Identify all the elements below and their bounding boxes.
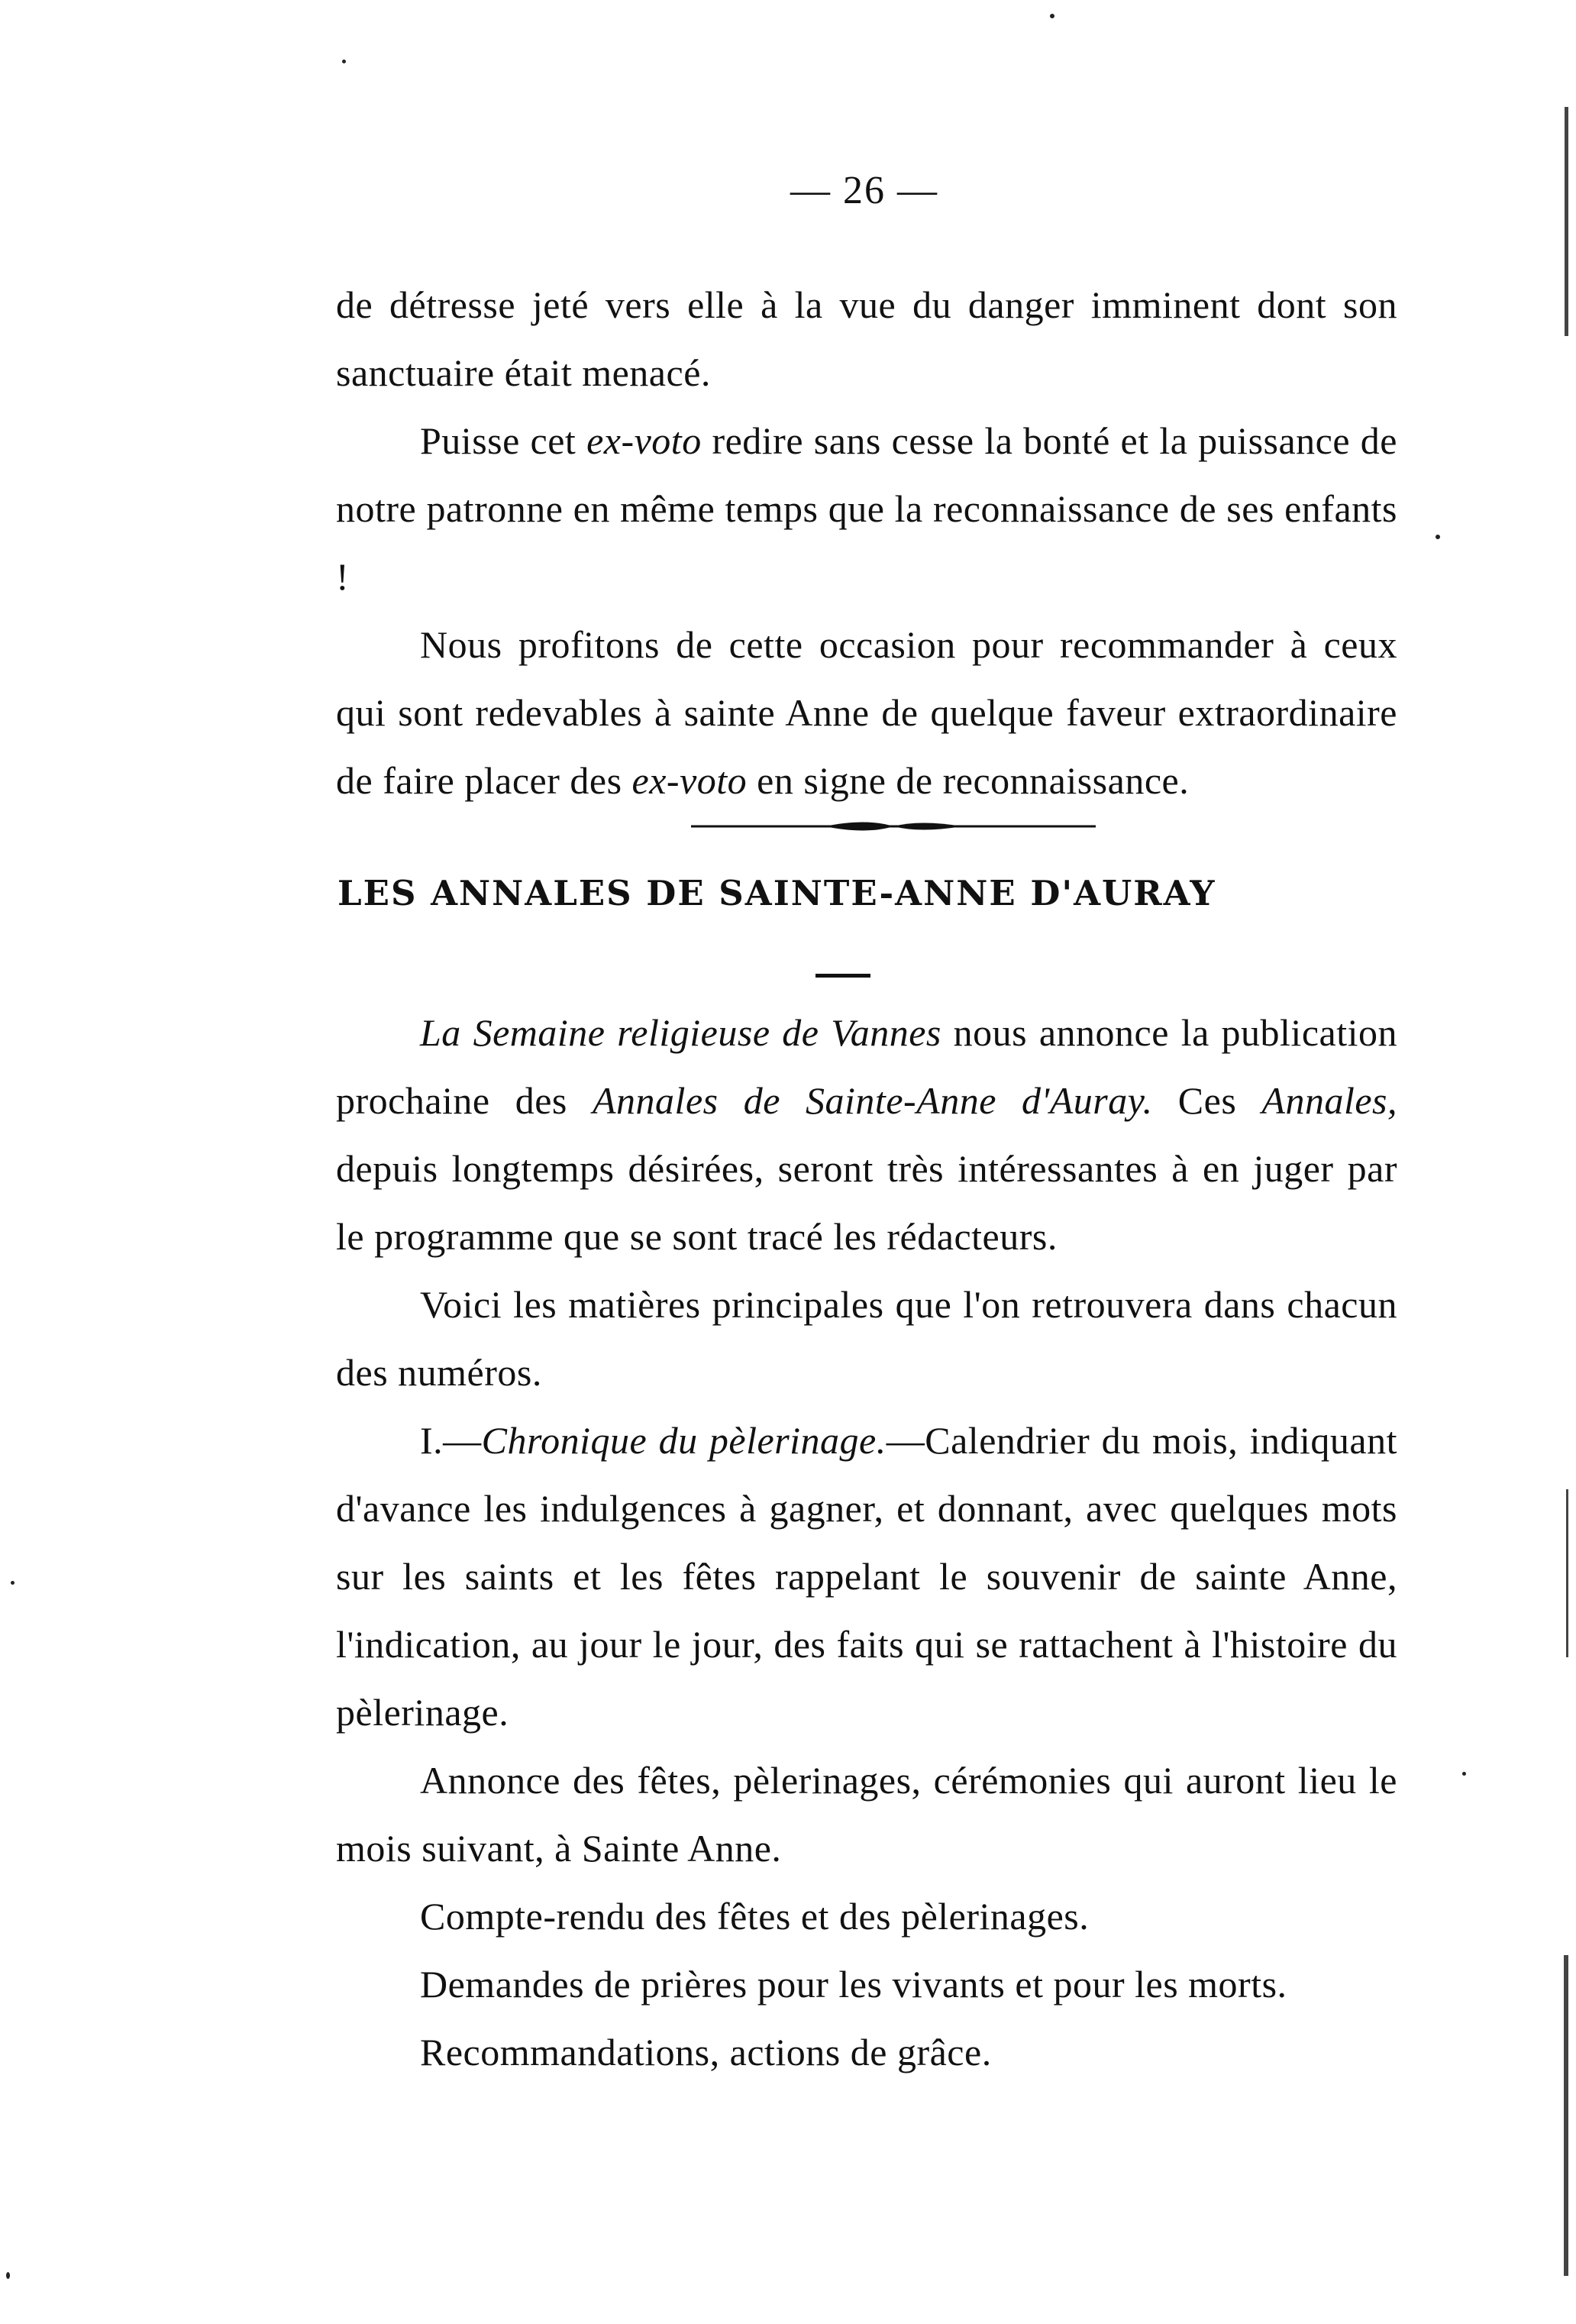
italic-term: ex-voto (631, 759, 748, 802)
paragraph-text: nous annonce la publication prochaine des (336, 1011, 1397, 1122)
paragraph-chronique (336, 1407, 1397, 1747)
ornament-divider (691, 815, 1096, 838)
italic-title: La Semaine religieuse de Vannes (420, 1011, 941, 1054)
paragraph-text: depuis longtemps désirées, seront très intéressantes à en juger par le programme que se sont tracé les rédacteurs. (336, 1147, 1397, 1258)
scan-edge-mark (1566, 1489, 1568, 1657)
page-number: — 26 — (790, 169, 938, 212)
bottom-text-block (336, 999, 1397, 2086)
paragraph-distress: de détresse jeté vers elle à la vue du danger imminent dont son sanctuaire était menacé. (336, 283, 1397, 394)
paragraph-annonce-fetes: Annonce des fêtes, pèlerinages, cérémonies qui auront lieu le mois suivant, à Sainte Anne. (336, 1759, 1397, 1870)
paragraph-demandes: Demandes de prières pour les vivants et pour les morts. (420, 1963, 1287, 2006)
scan-speck (1436, 535, 1440, 539)
paragraph-text: en signe de reconnaissance. (747, 759, 1190, 802)
italic-title: Annales de Sainte-Anne d'Auray. (593, 1079, 1153, 1122)
paragraph-ex-voto (336, 407, 1397, 611)
paragraph-text: Puisse cet (420, 419, 587, 462)
scan-speck (1462, 1772, 1466, 1776)
paragraph-text: —Calendrier du mois, indiquant d'avance les indulgences à gagner, et donnant, avec quelques mots sur les saints et les fêtes rappelant le souvenir de sainte Anne, l'indication, au jour le jour, des faits qui se rattachent à l'histoire du pèlerinage. (336, 1419, 1398, 1734)
italic-heading: Chronique du pèlerinage. (481, 1419, 886, 1462)
paragraph-recommandations: Recommandations, actions de grâce. (420, 2031, 992, 2073)
scan-speck (1050, 14, 1054, 18)
paragraph-text: Ces (1152, 1079, 1262, 1122)
italic-term: ex-voto (586, 419, 702, 462)
scan-speck (6, 2272, 10, 2279)
italic-title: Annales, (1261, 1079, 1397, 1122)
scan-speck (342, 60, 346, 63)
scan-edge-mark (1565, 107, 1568, 336)
section-title: LES ANNALES DE SAINTE-ANNE D'AURAY (337, 873, 1216, 913)
paragraph-annonce (336, 999, 1397, 1271)
paragraph-text: I.— (420, 1419, 482, 1462)
paragraph-text: Nous profitons de cette occasion pour recommander à ceux qui sont redevables à sainte Anne de quelque faveur extraordinaire de faire placer des (336, 623, 1397, 802)
paragraph-compte-rendu: Compte-rendu des fêtes et des pèlerinages. (420, 1895, 1090, 1938)
paragraph-text: redire sans cesse la bonté et la puissance de notre patronne en même temps que la reconnaissance de ses enfants ! (336, 419, 1397, 598)
scan-edge-mark (1564, 1955, 1568, 2276)
top-text-block (336, 271, 1397, 815)
short-rule-divider (815, 974, 870, 978)
paragraph-recommendation (336, 611, 1397, 815)
scan-speck (11, 1581, 15, 1585)
paragraph-matieres: Voici les matières principales que l'on retrouvera dans chacun des numéros. (336, 1283, 1397, 1394)
